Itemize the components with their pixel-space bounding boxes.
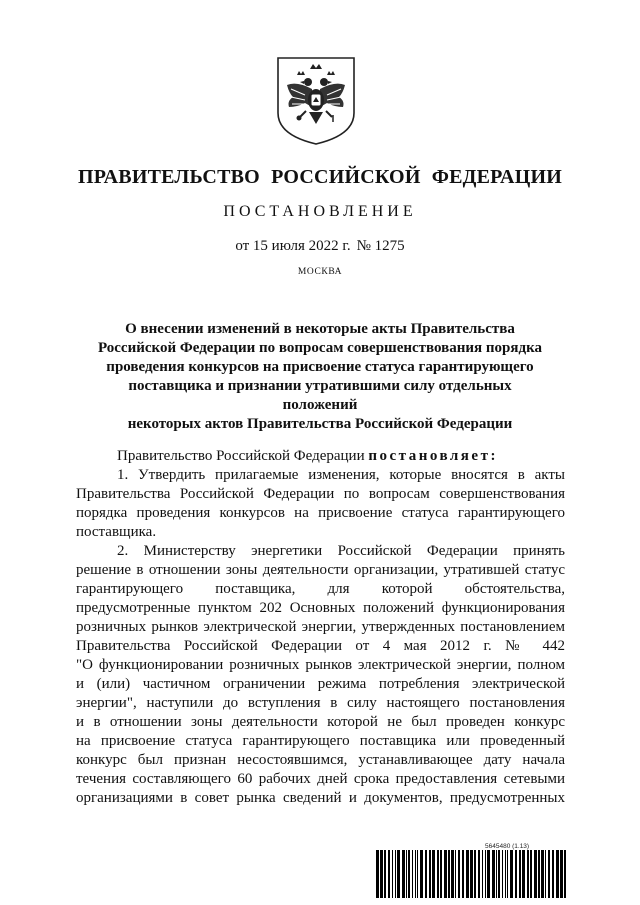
body-line: и в отношении зоны деятельности которой не был проведен конкурс: [76, 714, 565, 730]
government-name: ПРАВИТЕЛЬСТВО РОССИЙСКОЙ ФЕДЕРАЦИИ: [78, 166, 562, 188]
body-line: течения составляющего 60 рабочих дней срока предоставления сетевыми: [76, 771, 565, 787]
document-number: № 1275: [356, 238, 405, 254]
body-line: и (или) частичном ограничении режима потребления электрической: [76, 676, 565, 692]
resolves-keyword: постановляет:: [368, 448, 498, 464]
document-date: от 15 июля 2022 г.: [235, 238, 351, 254]
body-line: 2. Министерству энергетики Российской Федерации принять: [117, 543, 565, 559]
body-line: предусмотренные пунктом 202 Основных положений функционирования: [76, 600, 565, 616]
title-line: О внесении изменений в некоторые акты Правительства: [125, 321, 515, 337]
coat-of-arms-emblem: [275, 55, 357, 147]
title-line: проведения конкурсов на присвоение статуса гарантирующего: [106, 359, 534, 375]
body-line: конкурс был признан несостоявшимся, устанавливающее дату начала: [76, 752, 565, 768]
document-type: ПОСТАНОВЛЕНИЕ: [223, 203, 417, 220]
body-line: Правительства Российской Федерации от 4 мая 2012 г. № 442: [76, 638, 565, 654]
title-line: поставщика и признании утратившими силу отдельных положений: [128, 378, 512, 413]
body-line: поставщика.: [76, 524, 157, 540]
document-city: МОСКВА: [297, 267, 343, 277]
body-line: решение в отношении зоны деятельности организации, утратившей статус: [76, 562, 565, 578]
barcode-number: 5645480 (1.13): [485, 843, 530, 850]
document-body: [76, 447, 565, 808]
body-line: гарантирующего поставщика, для которой обстоятельства,: [76, 581, 565, 597]
document-date-number: [0, 238, 640, 255]
body-line: Правительства Российской Федерации по вопросам совершенствования: [76, 486, 565, 502]
body-line: порядка проведения конкурсов на присвоение статуса гарантирующего: [76, 505, 565, 521]
resolution-intro: [76, 447, 565, 466]
body-line: "О функционировании розничных рынков электрической энергии, полном: [76, 657, 565, 673]
body-line: организациями в совет рынка сведений и документов, предусмотренных: [76, 790, 565, 806]
title-line: Российской Федерации по вопросам совершенствования порядка: [97, 340, 543, 356]
title-line: некоторых актов Правительства Российской Федерации: [127, 416, 513, 432]
barcode: [376, 850, 568, 898]
document-title: [95, 320, 545, 434]
body-line: энергии", наступили до вступления в силу настоящего постановления: [76, 695, 565, 711]
body-line: 1. Утвердить прилагаемые изменения, которые вносятся в акты: [117, 467, 565, 483]
body-line: розничных рынков электрической энергии, утвержденных постановлением: [76, 619, 565, 635]
body-line: на присвоение статуса гарантирующего поставщика или проведенный: [76, 733, 565, 749]
intro-text: Правительство Российской Федерации: [117, 448, 365, 464]
